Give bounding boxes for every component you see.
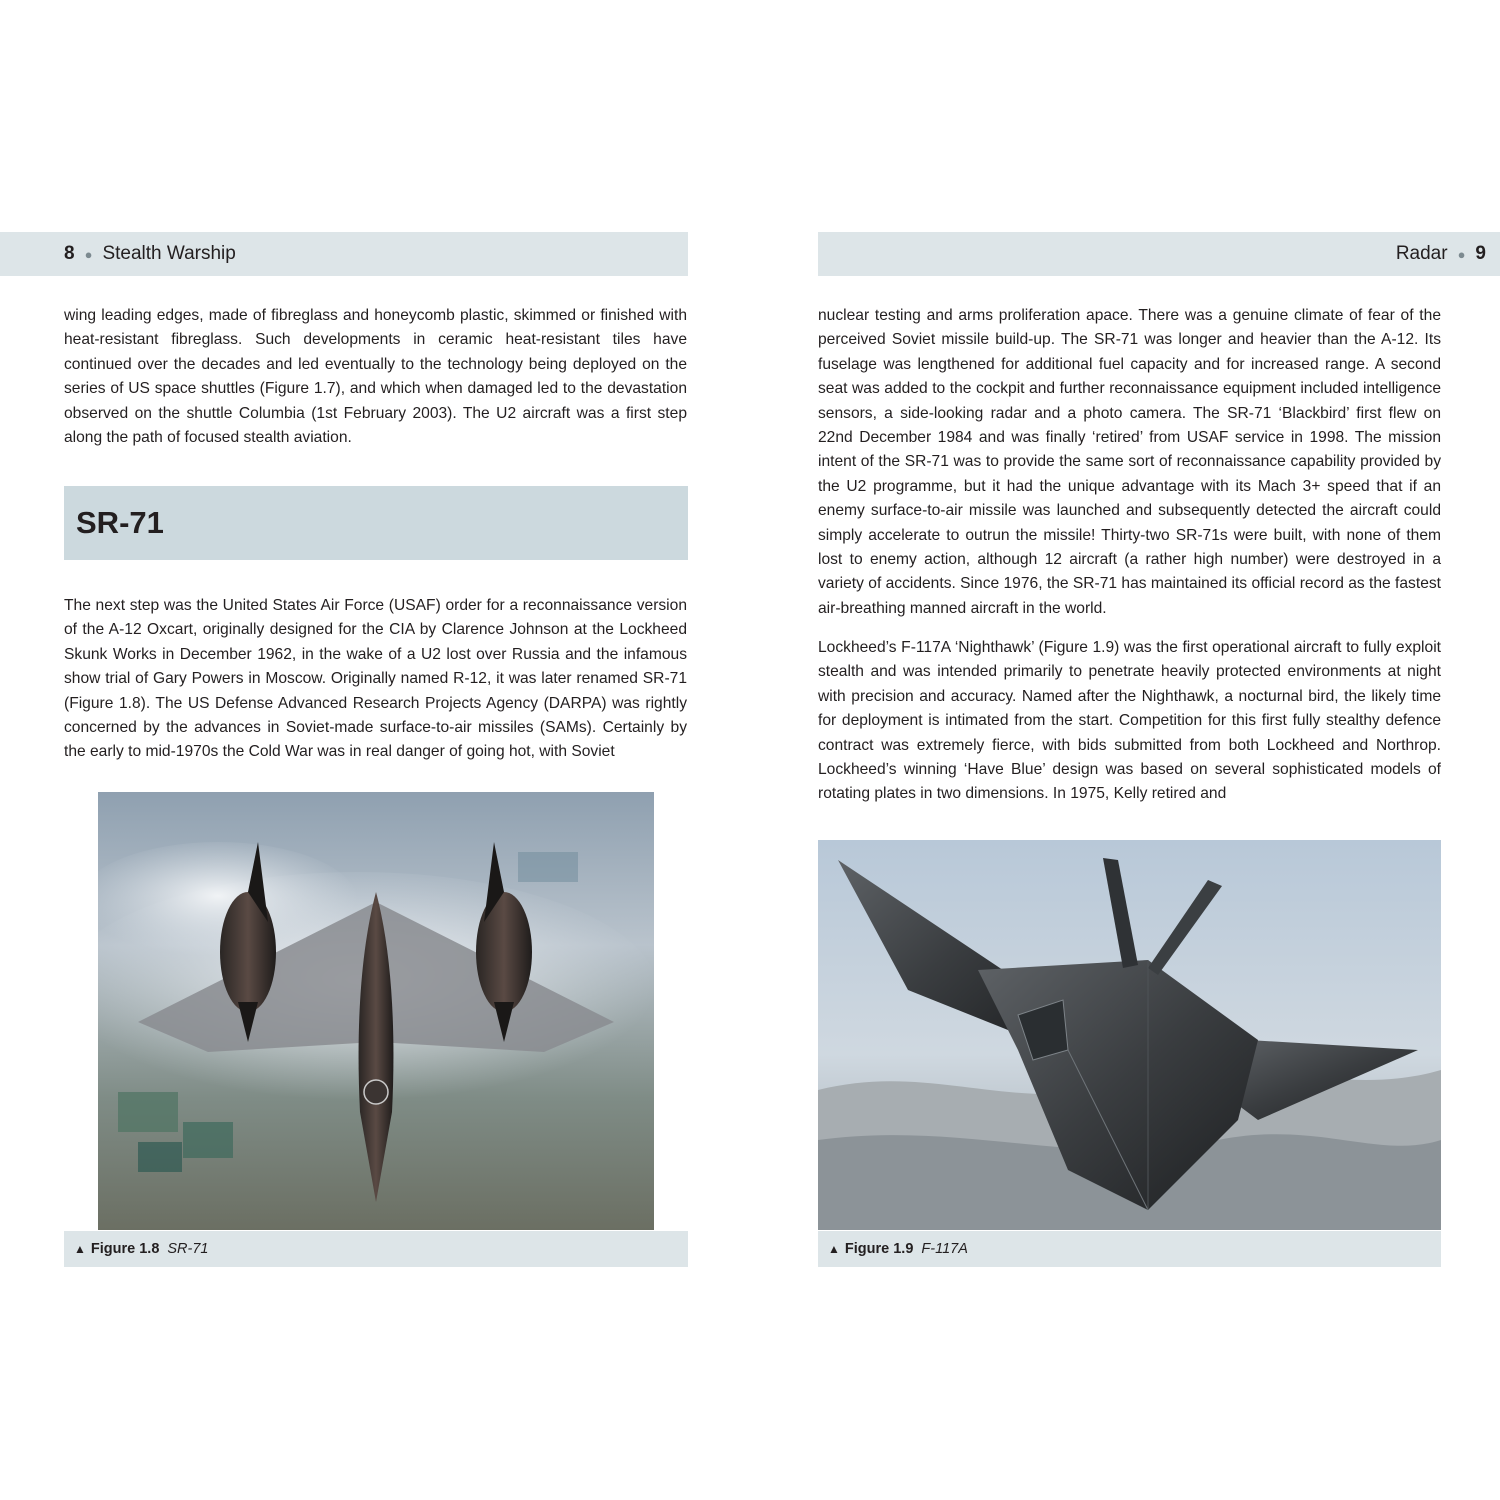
sr71-photo: [98, 792, 654, 1230]
left-running-head: [0, 232, 688, 276]
figure-title: F-117A: [921, 1241, 968, 1257]
section-heading: SR-71: [64, 486, 688, 560]
right-running-title: Radar: [1395, 243, 1448, 264]
f117a-photo: [818, 840, 1441, 1230]
left-paragraph-2: The next step was the United States Air Force (USAF) order for a reconnaissance version of the A-12 Oxcart, originally designed for the CIA by Clarence Johnson at the Lockheed Skunk Works in December 1962, in the wake of a U2 lost over Russia and the infamous show trial of Gary Powers in Moscow. Originally named R-12, it was later renamed SR-71 (Figure 1.8). The US Defense Advanced Research Projects Agency (DARPA) was rightly concerned by the advances in Soviet-made surface-to-air missiles (SAMs). Certainly by the early to mid-1970s the Cold War was in real danger of going hot, with Soviet: [64, 597, 687, 761]
figure-1-9-caption: [818, 1231, 1441, 1267]
bullet-separator-icon: ●: [84, 246, 93, 262]
right-paragraph-2: Lockheed’s F-117A ‘Nighthawk’ (Figure 1.9) was the first operational aircraft to fully exploit stealth and was intended primarily to penetrate heavily protected environments at night with precision and accuracy. Named after the Nighthawk, a nocturnal bird, the likely time for deployment is intimated from the start. Competition for this first fully stealthy defence contract was extremely fierce, with bids submitted from both Lockheed and Northrop. Lockheed’s winning ‘Have Blue’ design was based on several sophisticated models of rotating plates in two dimensions. In 1975, Kelly retired and: [818, 639, 1441, 803]
left-paragraph-1: wing leading edges, made of fibreglass and honeycomb plastic, skimmed or finished with heat-resistant fibreglass. Such developments in ceramic heat-resistant tiles have continued over the decades and led eventually to the technology being deployed on the series of US space shuttles (Figure 1.7), and which when damaged led to the devastation observed on the shuttle Columbia (1st February 2003). The U2 aircraft was a first step along the path of focused stealth aviation.: [64, 307, 687, 447]
figure-label: Figure 1.9: [844, 1241, 914, 1257]
right-paragraph-1: nuclear testing and arms proliferation apace. There was a genuine climate of fear of the perceived Soviet missile build-up. The SR-71 was longer and heavier than the A-12. Its fuselage was lengthened for additional fuel capacity and for increased range. A second seat was added to the cockpit and further reconnaissance equipment included intelligence sensors, a side-looking radar and a photo camera. The SR-71 ‘Blackbird’ first flew on 22nd December 1984 and was finally ‘retired’ from USAF service in 1998. The mission intent of the SR-71 was to provide the same sort of reconnaissance capability provided by the U2 programme, but it had the unique advantage with its Mach 3+ speed that if an enemy surface-to-air missile was launched and subsequently detected the aircraft could simply accelerate to outrun the missile! Thirty-two SR-71s were built, with none of them lost to enemy action, although 12 aircraft (a rather high number) were destroyed in a variety of accidents. Since 1976, the SR-71 has maintained its official record as the fastest air-breathing manned aircraft in the world.: [818, 307, 1441, 617]
figure-1-8-caption: [64, 1231, 688, 1267]
left-page-number: 8: [64, 243, 75, 264]
right-page-number: 9: [1475, 243, 1486, 264]
figure-title: SR-71: [167, 1241, 209, 1257]
left-running-title: Stealth Warship: [102, 243, 236, 264]
bullet-separator-icon: ●: [1457, 246, 1466, 262]
figure-label: Figure 1.8: [90, 1241, 160, 1257]
triangle-up-icon: ▲: [828, 1242, 840, 1256]
right-running-head: [818, 232, 1500, 276]
triangle-up-icon: ▲: [74, 1242, 86, 1256]
